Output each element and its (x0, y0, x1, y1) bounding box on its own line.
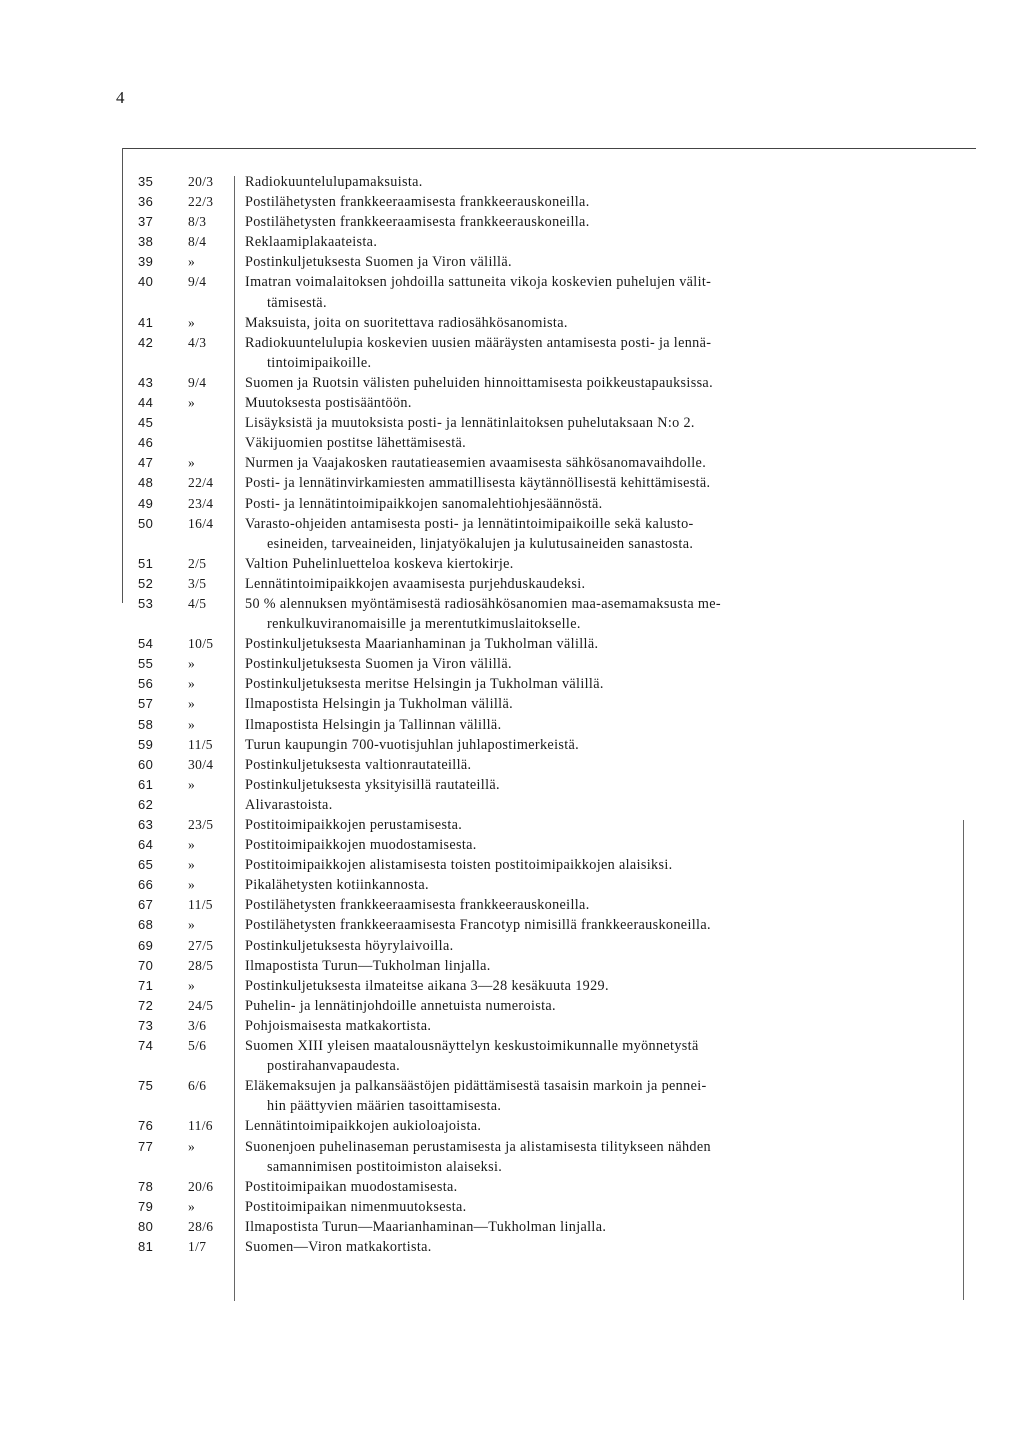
entry-text-line: 50 % alennuksen myöntämisestä radiosähkösanomien maa-asemamaksusta me- (245, 595, 722, 612)
entry-date: 10/5 (188, 636, 214, 652)
list-item (0, 232, 1024, 252)
entry-text (245, 855, 960, 875)
entry-text (245, 232, 960, 252)
list-item (0, 674, 1024, 694)
entry-number: 64 (138, 837, 154, 853)
entry-date: 1/7 (188, 1238, 207, 1254)
entry-text-line: Radiokuuntelulupia koskevien uusien määräysten antamisesta posti- ja lennä- (245, 334, 712, 351)
entry-date: 16/4 (188, 515, 214, 531)
entry-text-line: Ilmapostista Helsingin ja Tallinnan välillä. (245, 716, 502, 733)
entry-date: 9/4 (188, 374, 207, 390)
entry-number: 76 (138, 1118, 154, 1134)
entry-text (245, 252, 960, 272)
entry-text-line: Väkijuomien postitse lähettämisestä. (245, 435, 467, 452)
entry-date: 8/4 (188, 234, 207, 250)
entry-text-line: Lennätintoimipaikkojen avaamisesta purjehduskaudeksi. (245, 575, 586, 592)
entry-text (245, 915, 960, 935)
entry-text (245, 453, 960, 473)
entry-text (245, 795, 960, 815)
list-item (0, 514, 1024, 554)
entry-date: » (188, 395, 196, 411)
list-item (0, 835, 1024, 855)
entry-text-line: Ilmapostista Turun—Maarianhaminan—Tukholman linjalla. (245, 1218, 607, 1235)
top-rule (122, 148, 976, 149)
entry-date: » (188, 676, 196, 692)
entry-text (245, 1137, 960, 1177)
entry-text (245, 1217, 960, 1237)
entry-number: 55 (138, 656, 154, 672)
list-item (0, 735, 1024, 755)
list-item (0, 1237, 1024, 1257)
entry-date: » (188, 837, 196, 853)
entry-number: 57 (138, 696, 154, 712)
entry-date: » (188, 716, 196, 732)
entry-text (245, 694, 960, 714)
entry-number: 67 (138, 897, 154, 913)
entry-number: 73 (138, 1017, 154, 1033)
entry-text-continuation: tämisestä. (267, 294, 327, 311)
entry-text (245, 1076, 960, 1116)
entry-date: 4/3 (188, 334, 207, 350)
entry-number: 40 (138, 274, 154, 290)
entry-date: 23/4 (188, 495, 214, 511)
entry-text (245, 393, 960, 413)
list-item (0, 1076, 1024, 1116)
entry-number: 61 (138, 776, 154, 792)
entry-text (245, 333, 960, 373)
entry-text-continuation: hin päättyvien määrien tasoittamisesta. (267, 1098, 502, 1115)
entry-number: 74 (138, 1038, 154, 1054)
entry-number: 35 (138, 174, 154, 189)
entry-date: 8/3 (188, 214, 207, 230)
list-item (0, 815, 1024, 835)
entry-date: 4/5 (188, 595, 207, 611)
list-item (0, 574, 1024, 594)
entry-number: 52 (138, 575, 154, 591)
entry-text (245, 433, 960, 453)
entry-text-line: Lisäyksistä ja muutoksista posti- ja lennätinlaitoksen puhelutaksaan N:o 2. (245, 415, 695, 432)
entry-date: » (188, 776, 196, 792)
entry-number: 43 (138, 374, 154, 390)
entry-text-continuation: samannimisen postitoimiston alaiseksi. (267, 1158, 503, 1175)
entry-number: 51 (138, 555, 154, 571)
entry-text-line: Suonenjoen puhelinaseman perustamisesta ja alistamisesta tilitykseen nähden (245, 1138, 711, 1155)
entry-text (245, 574, 960, 594)
entry-text-line: Suomen ja Ruotsin välisten puheluiden hinnoittamisesta poikkeustapauksissa. (245, 374, 713, 391)
list-item (0, 855, 1024, 875)
list-item (0, 795, 1024, 815)
list-item (0, 192, 1024, 212)
entry-text (245, 996, 960, 1016)
list-item (0, 775, 1024, 795)
entry-number: 45 (138, 415, 154, 431)
entry-number: 50 (138, 515, 154, 531)
entry-date: » (188, 857, 196, 873)
entry-text-line: Reklaamiplakaateista. (245, 234, 378, 251)
entry-text-line: Postinkuljetuksesta Suomen ja Viron välillä. (245, 254, 512, 271)
entry-text (245, 936, 960, 956)
entry-text-line: Posti- ja lennätintoimipaikkojen sanomalehtiohjesäännöstä. (245, 495, 603, 512)
entry-date: » (188, 977, 196, 993)
entry-text (245, 494, 960, 514)
entry-text-line: Postilähetysten frankkeeraamisesta frankkeerauskoneilla. (245, 897, 590, 914)
entry-text-line: Postinkuljetuksesta ilmateitse aikana 3—28 kesäkuuta 1929. (245, 977, 609, 994)
entry-text-line: Muutoksesta postisääntöön. (245, 395, 412, 412)
list-item (0, 413, 1024, 433)
entry-date: » (188, 1138, 196, 1154)
entry-number: 70 (138, 957, 154, 973)
list-item (0, 433, 1024, 453)
entry-date: 22/3 (188, 194, 214, 210)
entry-number: 47 (138, 455, 154, 471)
entry-text (245, 956, 960, 976)
list-item (0, 996, 1024, 1016)
entry-date: 28/6 (188, 1218, 214, 1234)
entry-date: 30/4 (188, 756, 214, 772)
entry-number: 77 (138, 1138, 154, 1154)
entry-date: 3/6 (188, 1017, 207, 1033)
list-item (0, 755, 1024, 775)
entry-text (245, 594, 960, 634)
entry-text (245, 1116, 960, 1136)
entry-text (245, 192, 960, 212)
entry-text (245, 514, 960, 554)
entry-text (245, 172, 960, 192)
list-item (0, 252, 1024, 272)
entry-text (245, 212, 960, 232)
list-item (0, 936, 1024, 956)
entry-date: 23/5 (188, 817, 214, 832)
entry-text-line: Ilmapostista Helsingin ja Tukholman välillä. (245, 696, 514, 713)
list-item (0, 1217, 1024, 1237)
entry-text-line: Postinkuljetuksesta meritse Helsingin ja Tukholman välillä. (245, 676, 604, 693)
list-item (0, 373, 1024, 393)
entry-number: 80 (138, 1218, 154, 1234)
entry-text-line: Alivarastoista. (245, 796, 333, 813)
entry-number: 54 (138, 636, 154, 652)
entry-date: 11/5 (188, 736, 213, 752)
entry-number: 81 (138, 1238, 154, 1254)
entry-text-line: Pohjoismaisesta matkakortista. (245, 1017, 432, 1034)
entry-text-line: Postitoimipaikan muodostamisesta. (245, 1178, 458, 1195)
entry-number: 48 (138, 475, 154, 491)
entry-text-line: Turun kaupungin 700-vuotisjuhlan juhlapostimerkeistä. (245, 736, 580, 753)
list-item (0, 1116, 1024, 1136)
entry-text-continuation: renkulkuviranomaisille ja merentutkimuslaitokselle. (267, 616, 581, 633)
list-item (0, 1137, 1024, 1177)
entry-text (245, 413, 960, 433)
list-item (0, 393, 1024, 413)
entry-number: 72 (138, 997, 154, 1013)
entry-date: 24/5 (188, 997, 214, 1013)
entry-text-line: Postilähetysten frankkeeraamisesta frankkeerauskoneilla. (245, 214, 590, 231)
entry-text-line: Valtion Puhelinluetteloa koskeva kiertokirje. (245, 555, 514, 572)
entry-text (245, 473, 960, 493)
list-item (0, 956, 1024, 976)
list-item (0, 494, 1024, 514)
list-item (0, 212, 1024, 232)
entry-date: » (188, 877, 196, 893)
entry-number: 63 (138, 817, 154, 832)
entry-number: 42 (138, 334, 154, 350)
entry-text-line: Radiokuuntelulupamaksuista. (245, 174, 423, 190)
list-item (0, 634, 1024, 654)
entry-text (245, 554, 960, 574)
entry-date: 27/5 (188, 937, 214, 953)
entry-text-line: Maksuista, joita on suoritettava radiosähkösanomista. (245, 314, 568, 331)
entry-text-line: Postitoimipaikkojen perustamisesta. (245, 817, 463, 833)
entry-number: 79 (138, 1198, 154, 1214)
entry-text-line: Pikalähetysten kotiinkannosta. (245, 877, 429, 894)
entry-text-line: Suomen XIII yleisen maatalousnäyttelyn keskustoimikunnalle myönnetystä (245, 1038, 699, 1055)
entry-number: 53 (138, 595, 154, 611)
entry-number: 37 (138, 214, 154, 230)
entry-text (245, 715, 960, 735)
entry-text (245, 815, 960, 835)
entry-number: 38 (138, 234, 154, 250)
entry-text-line: Postitoimipaikan nimenmuutoksesta. (245, 1198, 467, 1215)
entry-date: 20/6 (188, 1178, 214, 1194)
entry-text-line: Postitoimipaikkojen alistamisesta toisten postitoimipaikkojen alaisiksi. (245, 857, 673, 874)
entry-list (0, 172, 1024, 1257)
entry-date: » (188, 254, 196, 270)
entry-number: 78 (138, 1178, 154, 1194)
entry-date: 3/5 (188, 575, 207, 591)
entry-date: » (188, 314, 196, 330)
entry-text (245, 1016, 960, 1036)
list-item (0, 875, 1024, 895)
entry-text-line: Puhelin- ja lennätinjohdoille annetuista numeroista. (245, 997, 556, 1014)
entry-text (245, 976, 960, 996)
list-item (0, 976, 1024, 996)
entry-text-line: Postilähetysten frankkeeraamisesta Francotyp nimisillä frankkeerauskoneilla. (245, 917, 711, 934)
entry-text (245, 373, 960, 393)
entry-number: 59 (138, 736, 154, 752)
entry-text-line: Postinkuljetuksesta Maarianhaminan ja Tukholman välillä. (245, 636, 599, 653)
entry-date: » (188, 917, 196, 933)
entry-number: 58 (138, 716, 154, 732)
entry-date: 5/6 (188, 1038, 207, 1054)
entry-date: 28/5 (188, 957, 214, 973)
entry-text (245, 1237, 960, 1257)
list-item (0, 715, 1024, 735)
entry-text-line: Varasto-ohjeiden antamisesta posti- ja lennätintoimipaikoille sekä kalusto- (245, 515, 694, 532)
entry-date: » (188, 455, 196, 471)
entry-text-line: Postitoimipaikkojen muodostamisesta. (245, 837, 477, 854)
entry-text-continuation: esineiden, tarveaineiden, linjatyökalujen ja kulutusaineiden sanastosta. (267, 535, 694, 552)
entry-text (245, 313, 960, 333)
entry-text-line: Eläkemaksujen ja palkansäästöjen pidättämisestä tasaisin markoin ja pennei- (245, 1078, 707, 1095)
list-item (0, 1177, 1024, 1197)
list-item (0, 1016, 1024, 1036)
entry-number: 68 (138, 917, 154, 933)
entry-text (245, 755, 960, 775)
entry-text-line: Postinkuljetuksesta yksityisillä rautateillä. (245, 776, 500, 793)
entry-text (245, 1197, 960, 1217)
entry-date: 11/5 (188, 897, 213, 913)
entry-text-continuation: postirahanvapaudesta. (267, 1058, 401, 1075)
entry-number: 60 (138, 756, 154, 772)
entry-date: 20/3 (188, 174, 214, 189)
entry-date: 6/6 (188, 1078, 207, 1094)
entry-date: 22/4 (188, 475, 214, 491)
entry-text (245, 1036, 960, 1076)
entry-number: 75 (138, 1078, 154, 1094)
entry-text-line: Postinkuljetuksesta valtionrautateillä. (245, 756, 472, 773)
entry-text (245, 1177, 960, 1197)
entry-number: 71 (138, 977, 154, 993)
entry-number: 62 (138, 796, 154, 812)
entry-text-line: Nurmen ja Vaajakosken rautatieasemien avaamisesta sähkösanomavaihdolle. (245, 455, 707, 472)
list-item (0, 554, 1024, 574)
entry-date: » (188, 1198, 196, 1214)
entry-date: » (188, 656, 196, 672)
list-item (0, 333, 1024, 373)
list-item (0, 654, 1024, 674)
entry-text (245, 735, 960, 755)
list-item (0, 915, 1024, 935)
list-item (0, 694, 1024, 714)
list-item (0, 272, 1024, 312)
entry-text (245, 654, 960, 674)
entry-number: 36 (138, 194, 154, 210)
entry-text-line: Imatran voimalaitoksen johdoilla sattuneita vikoja koskevien puhelujen välit- (245, 274, 712, 291)
entry-number: 56 (138, 676, 154, 692)
entry-text-line: Posti- ja lennätinvirkamiesten ammatillisesta käytännöllisestä kehittämisestä. (245, 475, 711, 492)
entry-number: 65 (138, 857, 154, 873)
entry-date: 11/6 (188, 1118, 213, 1134)
entry-number: 49 (138, 495, 154, 511)
entry-date: 2/5 (188, 555, 207, 571)
list-item (0, 1036, 1024, 1076)
entry-text-line: Postilähetysten frankkeeraamisesta frankkeerauskoneilla. (245, 194, 590, 211)
page-number: 4 (116, 88, 125, 107)
entry-number: 39 (138, 254, 154, 270)
entry-number: 46 (138, 435, 154, 451)
list-item (0, 594, 1024, 634)
entry-text (245, 272, 960, 312)
entry-text (245, 875, 960, 895)
entry-number: 41 (138, 314, 154, 330)
entry-number: 44 (138, 395, 154, 411)
entry-number: 69 (138, 937, 154, 953)
entry-text-line: Suomen—Viron matkakortista. (245, 1238, 432, 1255)
entry-text (245, 775, 960, 795)
entry-text-line: Lennätintoimipaikkojen aukioloajoista. (245, 1118, 482, 1135)
list-item (0, 313, 1024, 333)
entry-text-line: Postinkuljetuksesta Suomen ja Viron välillä. (245, 656, 512, 673)
list-item (0, 1197, 1024, 1217)
list-item (0, 172, 1024, 192)
entry-text (245, 674, 960, 694)
entry-date: 9/4 (188, 274, 207, 290)
entry-text-line: Postinkuljetuksesta höyrylaivoilla. (245, 937, 454, 954)
list-item (0, 453, 1024, 473)
entry-text (245, 634, 960, 654)
entry-number: 66 (138, 877, 154, 893)
list-item (0, 895, 1024, 915)
entry-date: » (188, 696, 196, 712)
entry-text-continuation: tintoimipaikoille. (267, 354, 372, 371)
entry-text (245, 835, 960, 855)
list-item (0, 473, 1024, 493)
entry-text-line: Ilmapostista Turun—Tukholman linjalla. (245, 957, 491, 974)
entry-text (245, 895, 960, 915)
